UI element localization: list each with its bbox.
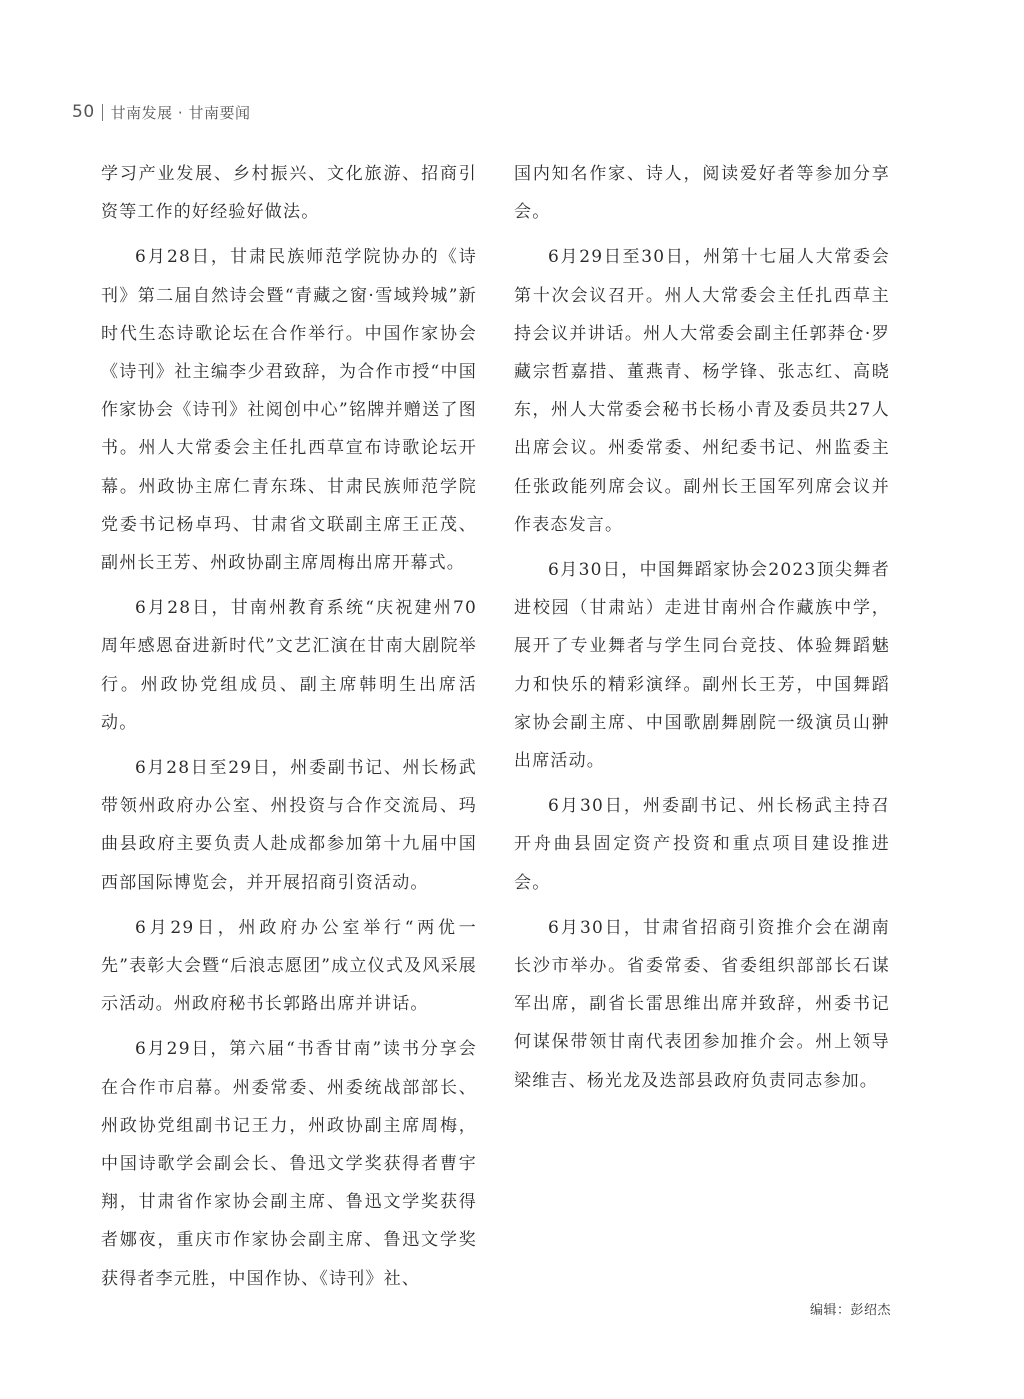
right-column <box>514 155 890 1107</box>
page-header <box>72 100 250 124</box>
news-paragraph: 6月28日，甘南州教育系统“庆祝建州70周年感恩奋进新时代”文艺汇演在甘南大剧院举行。州政协党组成员、副主席韩明生出席活动。 <box>101 598 477 733</box>
news-paragraph: 学习产业发展、乡村振兴、文化旅游、招商引资等工作的好经验好做法。 <box>101 164 477 223</box>
editor-credit: 编辑：彭绍杰 <box>809 1303 891 1318</box>
section-title: 甘南发展 · 甘南要闻 <box>110 103 251 122</box>
news-paragraph: 6月28日，甘肃民族师范学院协办的《诗刊》第二届自然诗会暨“青藏之窗·雪域羚城”新时代生态诗歌论坛在合作举行。中国作家协会《诗刊》社主编李少君致辞，为合作市授“中国作家协会《诗刊》社阅创中心”铭牌并赠送了图书。州人大常委会主任扎西草宣布诗歌论坛开幕。州政协主席仁青东珠、甘肃民族师范学院党委书记杨卓玛、甘肃省文联副主席王正茂、副州长王芳、州政协副主席周梅出席开幕式。 <box>101 247 477 574</box>
news-paragraph: 6月28日至29日，州委副书记、州长杨武带领州政府办公室、州投资与合作交流局、玛曲县政府主要负责人赴成都参加第十九届中国西部国际博览会，并开展招商引资活动。 <box>101 758 477 893</box>
news-paragraph: 6月30日，州委副书记、州长杨武主持召开舟曲县固定资产投资和重点项目建设推进会。 <box>514 796 890 893</box>
news-paragraph: 6月29日至30日，州第十七届人大常委会第十次会议召开。州人大常委会主任扎西草主持会议并讲话。州人大常委会副主任郭莽仓·罗藏宗哲嘉措、董燕青、杨学锋、张志红、高晓东，州人大常委会秘书长杨小青及委员共27人出席会议。州委常委、州纪委书记、州监委主任张政能列席会议。副州长王国军列席会议并作表态发言。 <box>514 247 890 535</box>
header-divider <box>102 104 103 121</box>
news-paragraph: 6月29日，州政府办公室举行“两优一先”表彰大会暨“后浪志愿团”成立仪式及风采展示活动。州政府秘书长郭路出席并讲话。 <box>101 917 477 1015</box>
news-paragraph: 6月30日，中国舞蹈家协会2023顶尖舞者进校园（甘肃站）走进甘南州合作藏族中学，展开了专业舞者与学生同台竞技、体验舞蹈魅力和快乐的精彩演绎。副州长王芳，中国舞蹈家协会副主席、中国歌剧舞剧院一级演员山翀出席活动。 <box>514 560 890 772</box>
news-paragraph: 国内知名作家、诗人，阅读爱好者等参加分享会。 <box>514 164 890 223</box>
news-paragraph: 6月29日，第六届“书香甘南”读书分享会在合作市启幕。州委常委、州委统战部部长、州政协党组副书记王力，州政协副主席周梅，中国诗歌学会副会长、鲁迅文学奖获得者曹宇翔，甘肃省作家协会副主席、鲁迅文学奖获得者娜夜，重庆市作家协会副主席、鲁迅文学奖获得者李元胜，中国作协、《诗刊》社、 <box>101 1039 477 1289</box>
page-number: 50 <box>72 102 95 122</box>
left-column <box>101 155 477 1305</box>
news-paragraph: 6月30日，甘肃省招商引资推介会在湖南长沙市举办。省委常委、省委组织部部长石谋军出席，副省长雷思维出席并致辞，州委书记何谋保带领甘南代表团参加推介会。州上领导梁维吉、杨光龙及迭部县政府负责同志参加。 <box>514 917 890 1091</box>
